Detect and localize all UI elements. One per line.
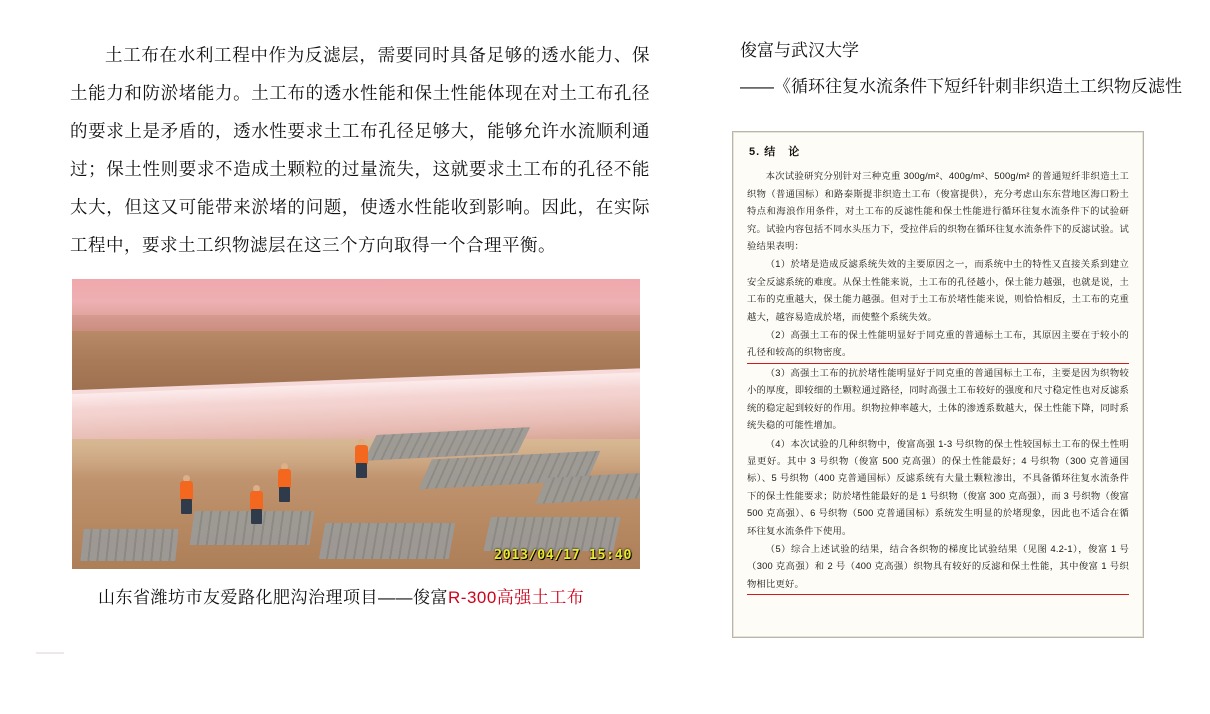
- photo-block-mat: [80, 529, 178, 561]
- photo-sky: [72, 279, 640, 317]
- scan-paragraph: （1）於堵是造成反滤系统失效的主要原因之一，而系统中土的特性又直接关系到建立安全反滤系统的难度。从保土性能来说，土工布的孔径越小，保土能力越强，也就是说，土工布的克重越大，保土能力越强。但对于土工布於堵性能来说，则恰恰相反，土工布的克重越大，越容易造成於堵，而使整个系统失效。: [747, 259, 1129, 322]
- scan-paragraph: （3）高强土工布的抗於堵性能明显好于同克重的普通国标土工布，主要是因为织物较小的厚度，即较细的土颗粒通过路径，同时高强土工布较好的强度和尺寸稳定性也对反滤系统的稳定起到较好的作用。织物拉伸率越大，土体的渗透系数越大，保土性能下降，同时系统失稳的可能性增加。: [747, 367, 1129, 431]
- page-artifact: [36, 652, 64, 654]
- scan-paragraph-underlined: （5）综合上述试验的结果，结合各织物的梯度比试验结果（见图 4.2-1），俊富 1 号（300 克高强）和 2 号（400 克高强）织物具有较好的反滤和保土性能，其中俊富 1 号织物相比更好。: [747, 541, 1129, 595]
- photo-timestamp: 2013/04/17 15:40: [493, 547, 632, 563]
- scan-heading: 5. 结 论: [749, 146, 801, 158]
- site-photo: [72, 279, 640, 569]
- right-subtitle: ——《循环往复水流条件下短纤针刺非织造土工织物反滤性: [740, 77, 1182, 96]
- scanned-page: [732, 131, 1144, 638]
- photo-caption-highlight: R-300高强土工布: [448, 588, 585, 607]
- scan-paragraph: 本次试验研究分别针对三种克重 300g/m²、400g/m²、500g/m² 的普通短纤非织造土工织物（普通国标）和路泰斯提非织造土工布（俊富提供），充分考虑山东东营地区海口粉土特点和海浪作用条件，对土工布的反滤性能和保土性能进行循环往复水流条件下的试验研究。试验内容包括不同水头压力下，受拉伴后的织物在循环往复水流条件下的反滤试验。试验结果表明：: [747, 171, 1129, 252]
- scan-paragraph: （4）本次试验的几种织物中，俊富高强 1-3 号织物的保土性较国标土工布的保土性明显更好。其中 3 号织物（俊富 500 克高强）的保土性能最好；4 号织物（300 克普通国标）、5 号织物（400 克普通国标）反滤系统有大量土颗粒渗出，不具备循环往复水流条件下的保土性能要求；防於堵性能最好的是 1 号织物（俊富 300 克高强），而 3 号织物（俊富 500 克高强）、6 号织物（500 克普通国标）系统发生明显的於堵现象，因此也不适合在循环往复水流条件下使用。: [747, 438, 1129, 536]
- photo-block-mat: [536, 472, 640, 504]
- scan-paragraph-underlined: （2）高强土工布的保土性能明显好于同克重的普通标土工布，其原因主要在于较小的孔径和较高的织物密度。: [747, 327, 1129, 364]
- photo-caption: [98, 583, 584, 608]
- left-text-column: [70, 36, 650, 264]
- right-title: 俊富与武汉大学: [740, 41, 859, 60]
- photo-caption-text: 山东省潍坊市友爱路化肥沟治理项目——俊富: [98, 588, 448, 607]
- scanned-page-content: [747, 144, 1129, 627]
- body-paragraph: 土工布在水利工程中作为反滤层，需要同时具备足够的透水能力、保土能力和防淤堵能力。土工布的透水性能和保土性能体现在对土工布孔径的要求上是矛盾的，透水性要求土工布孔径足够大，能够允许水流顺利通过；保土性则要求不造成土颗粒的过量流失，这就要求土工布的孔径不能太大，但这又可能带来淤堵的问题，使透水性能收到影响。因此，在实际工程中，要求土工织物滤层在这三个方向取得一个合理平衡。: [70, 45, 650, 255]
- photo-block-mat: [319, 523, 455, 559]
- right-text-column: [740, 36, 1195, 102]
- photo-block-mat: [483, 517, 620, 551]
